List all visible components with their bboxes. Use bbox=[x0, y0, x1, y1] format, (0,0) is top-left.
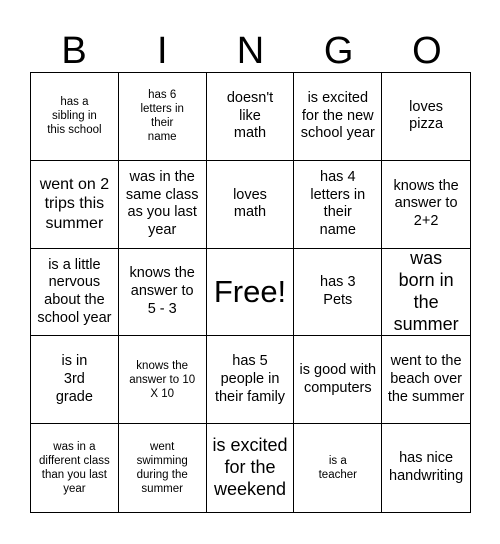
header-letter-n: N bbox=[236, 30, 265, 72]
header-letter-b: B bbox=[61, 30, 87, 72]
bingo-cell-free[interactable]: Free! bbox=[207, 249, 295, 337]
bingo-cell-b3[interactable]: is a little nervous about the school year bbox=[31, 249, 119, 337]
bingo-cell-b2[interactable]: went on 2 trips this summer bbox=[31, 161, 119, 249]
bingo-cell-n2[interactable]: loves math bbox=[207, 161, 295, 249]
bingo-cell-i1[interactable]: has 6 letters in their name bbox=[119, 73, 207, 161]
bingo-cell-b5[interactable]: was in a different class than you last year bbox=[31, 424, 119, 512]
bingo-cell-o5[interactable]: has nice handwriting bbox=[389, 450, 464, 485]
bingo-cell-i4[interactable]: knows the answer to 10 X 10 bbox=[119, 336, 207, 424]
bingo-cell-g5[interactable]: is a teacher bbox=[294, 424, 382, 512]
bingo-cell-i2[interactable]: was in the same class as you last year bbox=[119, 161, 207, 249]
bingo-cell-g4[interactable]: is good with computers bbox=[294, 336, 382, 424]
bingo-cell-g2[interactable]: has 4 letters in their name bbox=[294, 161, 382, 249]
bingo-cell-n4[interactable]: has 5 people in their family bbox=[207, 336, 295, 424]
bingo-cell-o2[interactable]: knows the answer to 2+2 bbox=[382, 161, 470, 249]
bingo-cell-i5[interactable]: went swimming during the summer bbox=[119, 424, 207, 512]
bingo-cell-b4[interactable]: is in 3rd grade bbox=[31, 336, 119, 424]
bingo-cell-g3[interactable]: has 3 Pets bbox=[294, 249, 382, 337]
bingo-cell-i3[interactable]: knows the answer to 5 - 3 bbox=[119, 249, 207, 337]
bingo-cell-b1[interactable]: has a sibling in this school bbox=[31, 73, 119, 161]
bingo-header bbox=[30, 26, 471, 76]
bingo-board bbox=[30, 72, 471, 513]
header-letter-o: O bbox=[412, 30, 442, 72]
bingo-cell-o4[interactable]: went to the beach over the summer bbox=[382, 336, 470, 424]
bingo-cell-g1[interactable]: is excited for the new school year bbox=[294, 73, 382, 161]
bingo-cell-o3[interactable]: was born in the summer bbox=[382, 249, 470, 337]
bingo-cell-n5[interactable]: is excited for the weekend bbox=[207, 424, 295, 512]
header-letter-g: G bbox=[323, 30, 354, 72]
bingo-cell-o1[interactable]: loves pizza bbox=[382, 73, 470, 161]
bingo-cell-n1[interactable]: doesn't like math bbox=[207, 73, 295, 161]
header-letter-i: I bbox=[157, 30, 168, 72]
